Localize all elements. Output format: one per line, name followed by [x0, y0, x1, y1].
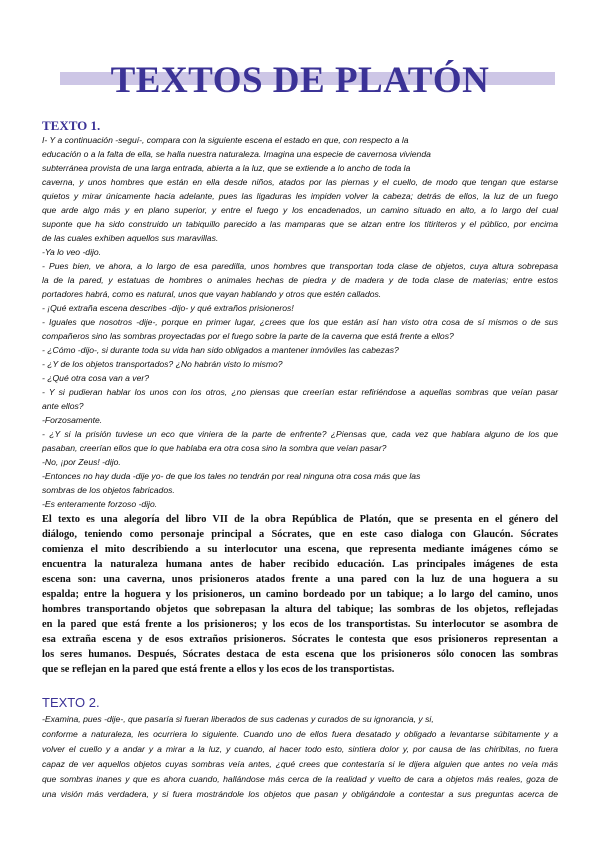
text-line: portadores habrá, como es natural, unos que vayan hablando y otros que estén callados. [42, 289, 382, 299]
text-line: - ¿Cómo -dijo-, si durante toda su vida han sido obligados a mantener inmóviles las cabezas? [42, 345, 399, 355]
text-line: - ¡Qué extraña escena describes -dijo- y qué extraños prisioneros! [42, 303, 294, 313]
text-line: subterránea provista de una larga entrada, abierta a la luz, que se extiende a lo ancho de toda la [42, 163, 411, 173]
text-line: - Pues bien, ve ahora, a lo largo de esa paredilla, unos hombres que transportan toda clase de objetos, cuya altura sobrepasa [42, 261, 558, 271]
commentary-line: escena son: una caverna, unos prisioneros atados frente a una pared con la luz de una hoguera a su [42, 574, 558, 585]
text-line: una visión más verdadera, y si fuera mostrándole los objetos que pasan y obligándole a contestar a sus preguntas acerca de [42, 789, 558, 799]
text-line: - ¿Y si la prisión tuviese un eco que viniera de la parte de enfrente? ¿Piensas que, cada vez que hablara alguno de los que [42, 429, 558, 439]
text-line: quietos y mirar únicamente hacia adelante, pues las ligaduras les impiden volver la cabeza; detrás de ellos, la luz de un fuego [42, 191, 558, 201]
text-line: conforme a naturaleza, les ocurriera lo siguiente. Cuando uno de ellos fuera desatado y obligado a levantarse súbitamente y a [42, 729, 558, 739]
commentary-line: diálogo, teniendo como personaje principal a Sócrates, que en este caso dialoga con Glaucón. Sócrates [42, 529, 558, 540]
commentary-line: espalda; entre la hoguera y los prisioneros, un camino bordeado por un tabique; a lo largo del camino, unos [42, 589, 558, 600]
commentary-line: en la pared que está frente a los prisioneros; y los ecos de los transportistas. Su interlocutor se asombra de [42, 619, 558, 630]
commentary-line: que se reflejan en la pared que está frente a ellos y los ecos de los transportistas. [42, 664, 395, 675]
text-line: - ¿Y de los objetos transportados? ¿No habrán visto lo mismo? [42, 359, 283, 369]
text-line: -No, ¡por Zeus! -dijo. [42, 457, 121, 467]
text-line: la de la pared, y estatuas de hombres o animales hechas de piedra y de madera y de toda clase de materias; entre estos [42, 275, 558, 285]
heading-texto-1: TEXTO 1. [42, 118, 101, 133]
text-line: - Y si pudieran hablar los unos con los otros, ¿no piensas que creerían estar refiriéndose a aquellas sombras que veían pasar [42, 387, 558, 397]
text-line: capaz de ver aquellos objetos cuyas sombras veía antes, ¿qué crees que contestaría si le dijera alguien que antes no veía más [42, 759, 558, 769]
text-line: - ¿Qué otra cosa van a ver? [42, 373, 149, 383]
text-line: -Entonces no hay duda -dije yo- de que los tales no tendrán por real ninguna otra cosa más que las [42, 471, 421, 481]
text-line: educación o a la falta de ella, se halla nuestra naturaleza. Imagina una especie de cavernosa vivienda [42, 149, 431, 159]
text-line: -Forzosamente. [42, 415, 103, 425]
text-line: I- Y a continuación -seguí-, compara con la siguiente escena el estado en que, con respecto a la [42, 135, 409, 145]
commentary-line: esa extraña escena y de esos extraños prisioneros. Sócrates le contesta que esos prisioneros representan a [42, 634, 558, 645]
text-line: volver el cuello y a andar y a mirar a la luz, y cuando, al hacer todo esto, sintiera dolor y, por causa de las chiribitas, no fuera [42, 744, 558, 754]
commentary-line: El texto es una alegoría del libro VII de la obra República de Platón, que se presenta en el género del [42, 514, 558, 525]
commentary-line: hombres transportando objetos que sobrepasan la altura del tabique; las sombras de los objetos, reflejadas [42, 604, 558, 615]
title-block [0, 62, 600, 104]
commentary-line: encuentra la naturaleza humana antes de haber recibido educación. Las principales imágenes de esta [42, 559, 558, 570]
text-line: que sombras inanes y que es ahora cuando, hallándose más cerca de la realidad y vuelto de cara a objetos más reales, goza de [42, 774, 558, 784]
commentary-line: los seres humanos. Después, Sócrates destaca de esta escena que los prisioneros sólo conocen las sombras [42, 649, 558, 660]
text-line: -Examina, pues -dije-, que pasaría si fueran liberados de sus cadenas y curados de su ignorancia, y si, [42, 714, 434, 724]
text-line: pasaban, creerían ellos que lo que hablaba era otra cosa sino la sombra que veían pasar? [42, 443, 387, 453]
text-line: ante ellos? [42, 401, 84, 411]
page-title: TEXTOS DE PLATÓN [110, 60, 490, 101]
text-line: compañeros sino las sombras proyectadas por el fuego sobre la parte de la caverna que está frente a ellos? [42, 331, 454, 341]
commentary-line: comienza el mito describiendo a su interlocutor una escena, que representa mediante imágenes cómo se [42, 544, 558, 555]
text-line: caverna, y unos hombres que están en ella desde niños, atados por las piernas y el cuello, de modo que tengan que estarse [42, 177, 558, 187]
heading-texto-2: TEXTO 2. [42, 695, 100, 710]
text-line: -Ya lo veo -dijo. [42, 247, 102, 257]
text-line: - Iguales que nosotros -dije-, porque en primer lugar, ¿crees que los que están así han visto otra cosa de sí mismos o de sus [42, 317, 558, 327]
text-line: suponte que ha sido construido un tabiquillo parecido a las mamparas que se alzan entre los titiriteros y el público, por encima [42, 219, 558, 229]
text-line: que arde algo más y en plano superior, y entre el fuego y los encadenados, un camino situado en alto, a lo largo del cual [42, 205, 558, 215]
text-line: -Es enteramente forzoso -dijo. [42, 499, 158, 509]
text-line: sombras de los objetos fabricados. [42, 485, 175, 495]
text-line: de las cuales exhiben aquellos sus maravillas. [42, 233, 219, 243]
